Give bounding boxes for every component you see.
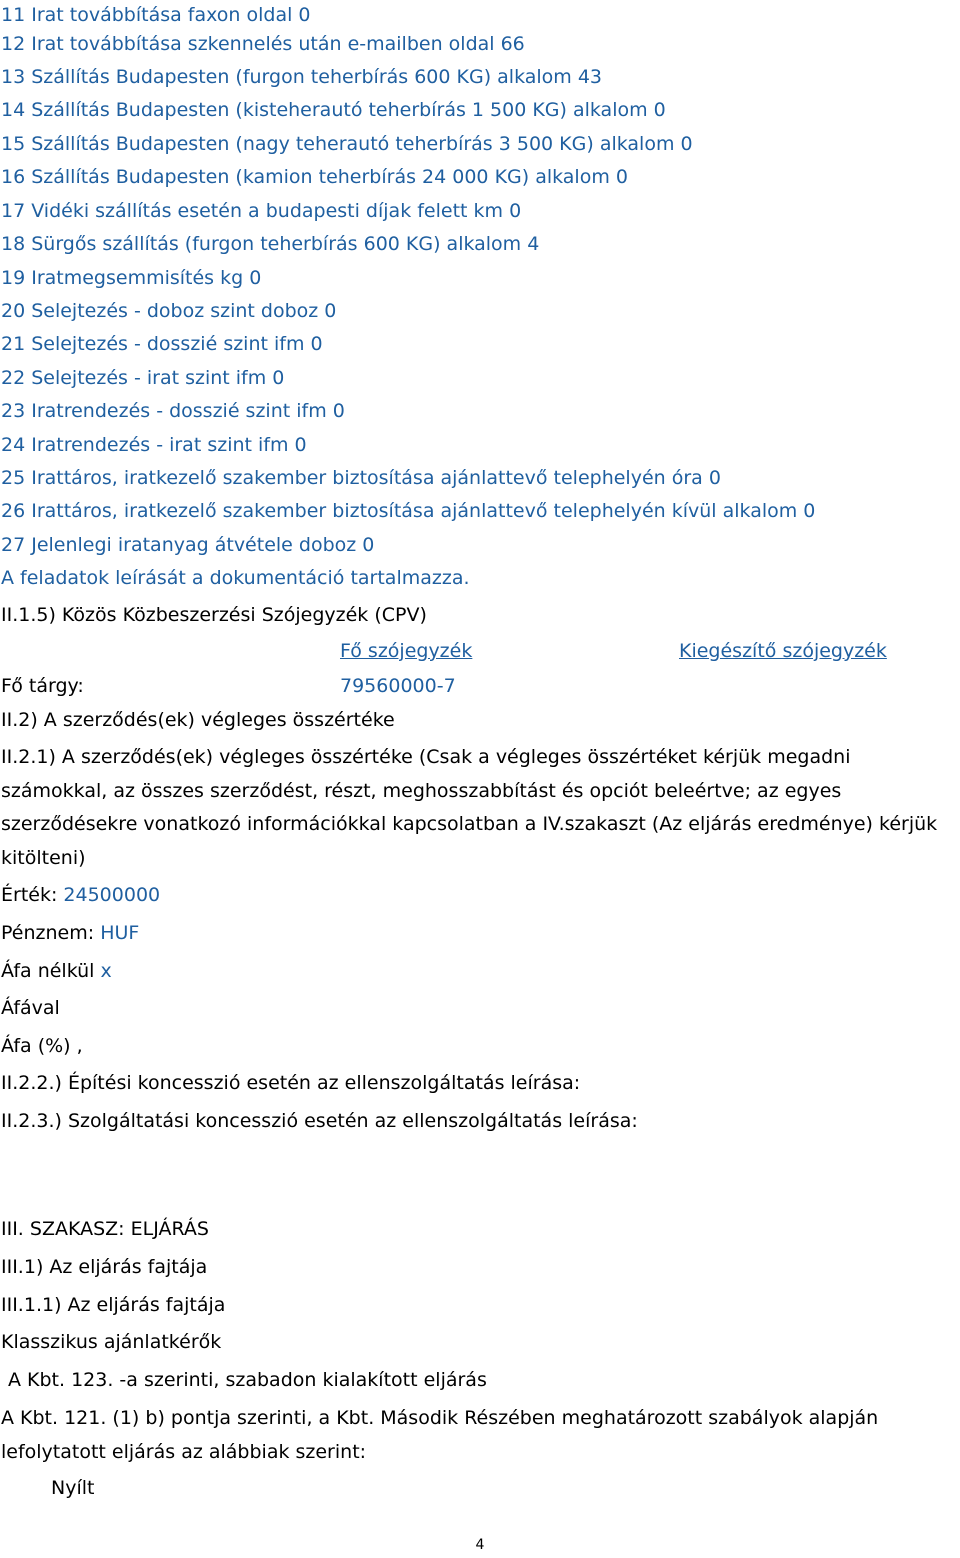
construction-concession: II.2.2.) Építési koncesszió esetén az ellenszolgáltatás leírása: [1, 1072, 581, 1094]
list-item: 12 Irat továbbítása szkennelés után e-mailben oldal 66 [1, 33, 525, 55]
list-item: 11 Irat továbbítása faxon oldal 0 [1, 4, 311, 26]
list-item: 18 Sürgős szállítás (furgon teherbírás 600 KG) alkalom 4 [1, 233, 540, 255]
list-item: 27 Jelenlegi iratanyag átvétele doboz 0 [1, 534, 375, 556]
procedure-heading: III. SZAKASZ: ELJÁRÁS [1, 1218, 209, 1240]
value-paragraph: II.2.1) A szerződés(ek) végleges összértéke (Csak a végleges összértéket kérjük megadni számokkal, az összes szerződést, részt, meghosszabbítást és opciót beleértve; az egyes szerződésekre vonatkozó információkkal kapcsolatban a IV.szakaszt (Az eljárás eredménye) kérjük kitölteni) [1, 746, 938, 869]
currency-row [1, 918, 139, 948]
currency-label: Pénznem: [1, 922, 95, 944]
list-item: 15 Szállítás Budapesten (nagy teherautó teherbírás 3 500 KG) alkalom 0 [1, 133, 693, 155]
vat-percent-label: Áfa (%) , [1, 1035, 83, 1057]
list-item: 21 Selejtezés - dosszié szint ifm 0 [1, 333, 323, 355]
open-procedure: Nyílt [51, 1477, 95, 1499]
kbt-123-option: A Kbt. 123. -a szerinti, szabadon kialakított eljárás [8, 1369, 487, 1391]
list-item: 16 Szállítás Budapesten (kamion teherbírás 24 000 KG) alkalom 0 [1, 166, 628, 188]
list-item: 24 Iratrendezés - irat szint ifm 0 [1, 434, 307, 456]
vat-exclusive-row [1, 956, 112, 986]
procedure-sub2: III.1.1) Az eljárás fajtája [1, 1294, 226, 1316]
list-item: 23 Iratrendezés - dosszié szint ifm 0 [1, 400, 345, 422]
value-row [1, 880, 160, 910]
vat-inclusive-label: Áfával [1, 997, 60, 1019]
list-item: 26 Irattáros, iratkezelő szakember biztosítása ajánlattevő telephelyén kívül alkalom 0 [1, 500, 816, 522]
list-item: 19 Iratmegsemmisítés kg 0 [1, 267, 262, 289]
list-item: 25 Irattáros, iratkezelő szakember biztosítása ajánlattevő telephelyén óra 0 [1, 467, 721, 489]
list-item: 22 Selejtezés - irat szint ifm 0 [1, 367, 285, 389]
list-item: 17 Vidéki szállítás esetén a budapesti díjak felett km 0 [1, 200, 522, 222]
currency-value: HUF [100, 922, 140, 944]
list-item: 14 Szállítás Budapesten (kisteherautó teherbírás 1 500 KG) alkalom 0 [1, 99, 666, 121]
kbt-121-option: A Kbt. 121. (1) b) pontja szerinti, a Kbt. Második Részében meghatározott szabályok alapján lefolytatott eljárás az alábbiak szerint: [1, 1407, 879, 1463]
list-item: A feladatok leírását a dokumentáció tartalmazza. [1, 567, 470, 589]
list-item: 13 Szállítás Budapesten (furgon teherbírás 600 KG) alkalom 43 [1, 66, 603, 88]
value-label: Érték: [1, 884, 58, 906]
vat-exclusive-label: Áfa nélkül [1, 960, 95, 982]
procedure-sub1: III.1) Az eljárás fajtája [1, 1256, 208, 1278]
cpv-col-main: Fő szójegyzék [340, 640, 473, 662]
cpv-row-value: 79560000-7 [340, 675, 456, 697]
cpv-heading: II.1.5) Közös Közbeszerzési Szójegyzék (CPV) [1, 604, 427, 626]
cpv-row-label: Fő tárgy: [1, 675, 84, 697]
cpv-col-extra: Kiegészítő szójegyzék [679, 640, 887, 662]
vat-exclusive-mark: x [100, 960, 112, 982]
page-number: 4 [475, 1537, 485, 1553]
classic-contracting: Klasszikus ajánlatkérők [1, 1331, 222, 1353]
value-amount: 24500000 [63, 884, 161, 906]
value-heading: II.2) A szerződés(ek) végleges összértéke [1, 709, 395, 731]
service-concession: II.2.3.) Szolgáltatási koncesszió esetén az ellenszolgáltatás leírása: [1, 1110, 638, 1132]
list-item: 20 Selejtezés - doboz szint doboz 0 [1, 300, 337, 322]
